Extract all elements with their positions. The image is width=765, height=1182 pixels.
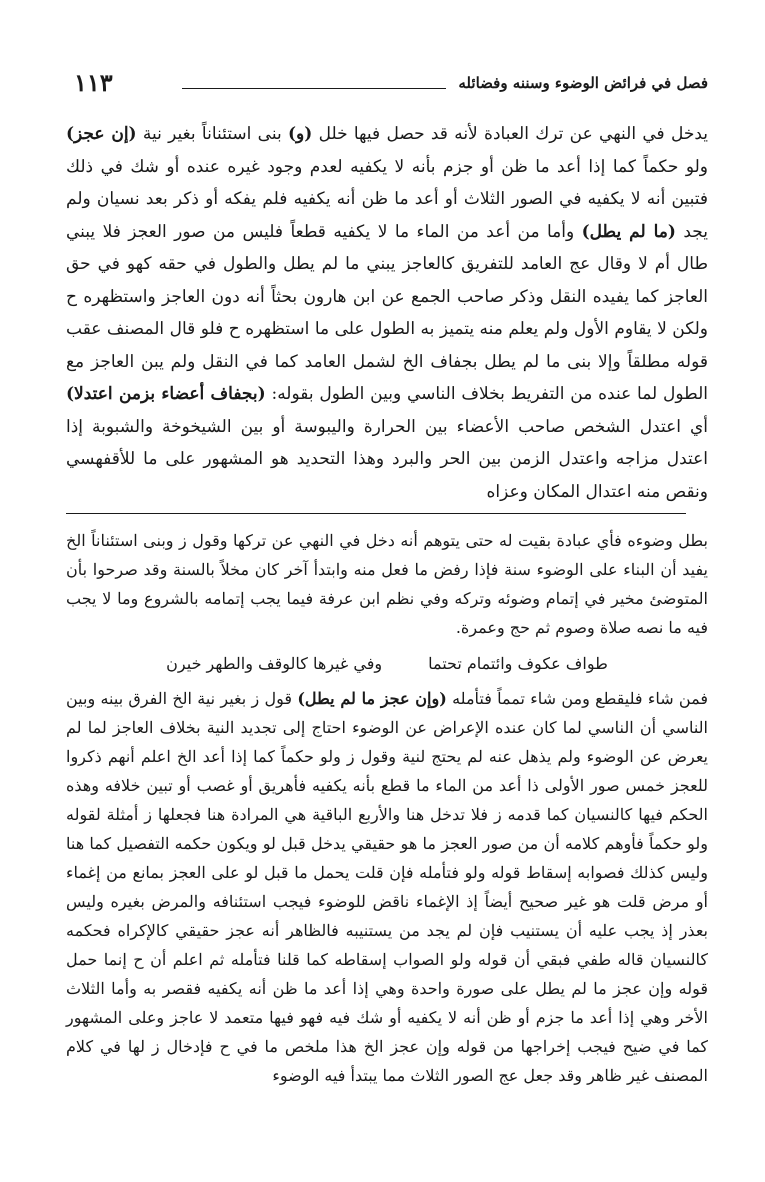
commentary: [66, 526, 708, 1090]
matn-quote: (بجفاف أعضاء بزمن اعتدلا): [66, 384, 266, 404]
commentary-segment: فمن شاء فليقطع ومن شاء تمماً فتأمله: [446, 689, 709, 708]
page-header: [62, 66, 708, 102]
matn-quote: (إن عجز): [66, 124, 137, 144]
page-number: ١١٣: [74, 68, 113, 97]
verse-hemistich-left: وفي غيرها كالوقف والطهر خيرن: [166, 654, 383, 673]
main-text-segment: بنى استئناناً بغير نية: [136, 124, 288, 144]
main-text: [66, 118, 708, 508]
matn-quote: (وإن عجز ما لم يطل): [297, 689, 447, 708]
commentary-segment: قول ز بغير نية الخ الفرق بينه وبين الناسي أن الناسي لما كان عنده الإعراض عن الوضوء احتاج إلى تجديد النية بخلاف العاجز لما لم يعرض عن الوضوء ولم يذهل عنه لم يحتج لنية وقول ز ولو حكماً كما إذا أعد الخ اعلم أنهم ذكروا للعجز خمس صور الأولى ذا أعد من الماء ما قطع بأنه يكفيه فأهريق أو غصب أو تبين خلافه وهذه الحكم فيها كالنسيان كما قدمه ز فلا تدخل هنا والأربع الباقية هي المرادة هنا فجعلها ز أمثلة لقوله ولو حكماً فأوهم كلامه أن من صور العجز ما هو حقيقي يدخل قبل لو ويكون حكمه التفصيل كما هنا وليس كذلك فصوابه إسقاط قوله ولو فتأمله فإن قلت يحمل ما قبل لو على العجز بمانع من إغماء أو مرض قلت هو غير صحيح أيضاً إذ الإغماء ناقض للوضوء فيجب استئنافه والمرض بغيره وليس بعذر إذ يجب عليه أن يستنيب فإن لم يجد من يستنيبه فالظاهر أنه عجز حقيقي كالإكراه فحكمه كالنسيان قاله طفي فبقي أن قوله ولو الصواب إسقاطه كما قلنا فتأمله ثم اعلم أن ح إنما حمل قوله وإن عجز ما لم يطل على صورة واحدة وهي إذا أعد ما ظن أنه يكفيه فقصر به وأما الثلاث الأخر وهي إذا أعد ما جزم أو ظن أنه لا يكفيه أو شك فيه فهو فيها متعمد لا عاجز وعلى المشهور كما في ضيح فيجب إخراجها من قوله وإن عجز الخ هذا ملخص ما في ح فإدخال ز لها في كلام المصنف غير ظاهر وقد جعل عج الصور الثلاث مما يبتدأ فيه الوضوء: [66, 689, 708, 1085]
main-text-segment: يدخل في النهي عن ترك العبادة لأنه قد حصل فيها خلل: [312, 124, 708, 144]
running-title: فصل في فرائض الوضوء وسننه وفضائله: [458, 74, 708, 92]
verse-line: [66, 650, 708, 678]
main-paragraph: [66, 118, 708, 508]
matn-quote: (ما لم يطل): [581, 221, 676, 242]
matn-quote: (و): [287, 124, 313, 144]
verse-hemistich-right: طواف عكوف وائتمام تحتما: [428, 654, 608, 673]
main-text-segment: وأما من أعد من الماء ما لا يكفيه قطعاً فليس من صور العجز فلا يبني طال أم لا وقال عج العامد للتفريق كالعاجز يبني ما لم يطل والطول في حقه كهو في حق العاجز كما يفيده النقل وذكر صاحب الجمع عن ابن هارون بحثاً أنه دون العاجز واستظهره ح ولكن لا يقاوم الأول ولم يعلم منه يتميز به الطول على ما استظهره ح فلو قال المصنف عقب قوله مطلقاً وإلا بنى ما لم يطل بجفاف الخ لشمل العامد كما في النقل ولم يبن العاجز مع الطول لما عنده من التفريط بخلاف الناسي وبين الطول بقوله:: [66, 221, 708, 404]
section-divider: [66, 513, 686, 514]
main-text-segment: أي اعتدل الشخص صاحب الأعضاء بين الحرارة واليبوسة أو بين الشيخوخة والشبوبة إذا اعتدل مزاجه واعتدل الزمن بين الحر والبرد وهذا التحديد هو المشهور على ما للأقفهسي ونقص منه اعتدال المكان وعزاه: [66, 416, 708, 502]
header-rule: [182, 88, 446, 89]
commentary-paragraph: بطل وضوءه فأي عبادة بقيت له حتى يتوهم أنه دخل في النهي عن تركها وقول ز وبنى استئناناً الخ يفيد أن البناء على الوضوء سنة فإذا رفض ما فعل منه وابتدأ آخر كان مخلاً بالسنة وقد صرحوا بأن المتوضئ مخير في إتمام وضوئه وتركه وفي نظم ابن عرفة فيما يجب إتمامه بالشروع وما لا يجب فيه ما نصه صلاة وصوم ثم حج وعمرة.: [66, 531, 708, 637]
main-text-segment: ولو حكماً كما إذا أعد ما ظن أو جزم بأنه لا يكفيه لعدم وجود غيره عنده أو شك في ذلك فتبين أنه لا يكفيه في الصور الثلاث أو أعد ما ظن أنه يكفيه فلم يفكه أو ذكر بعد نسيان ولم يجد: [66, 156, 709, 242]
commentary-paragraph: [66, 684, 708, 1090]
